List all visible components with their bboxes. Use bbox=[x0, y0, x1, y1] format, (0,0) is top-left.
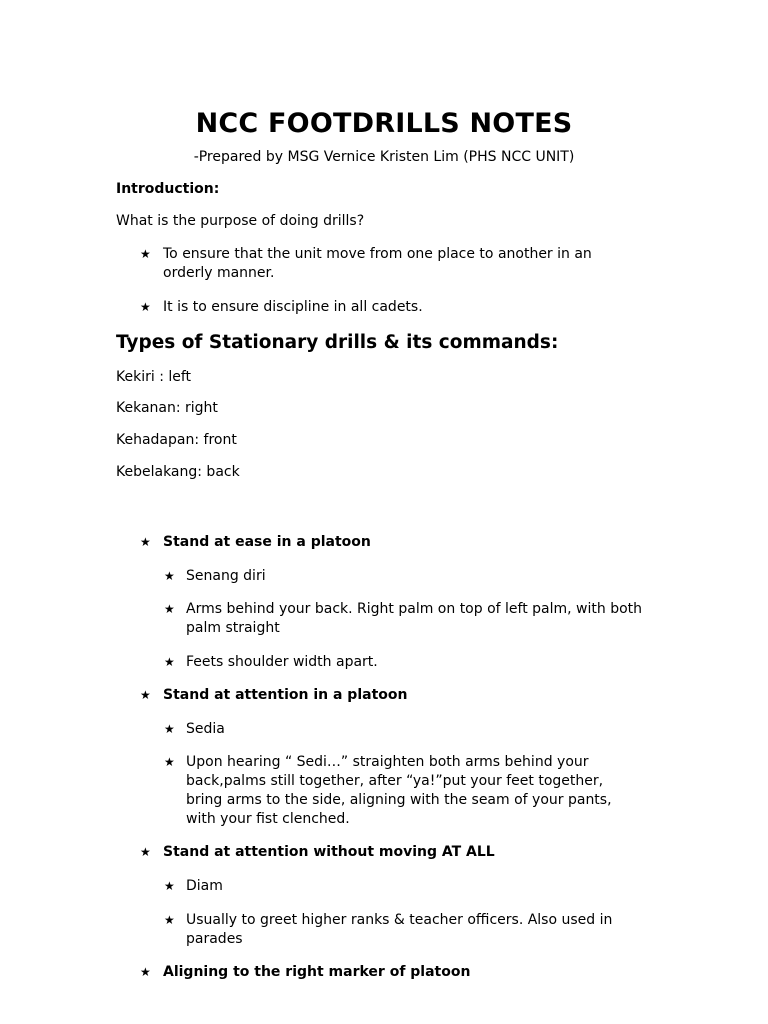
direction-front: Kehadapan: front bbox=[116, 432, 237, 448]
star-bullet-icon: ★ bbox=[164, 722, 175, 736]
star-bullet-icon: ★ bbox=[140, 965, 151, 979]
intro-question: What is the purpose of doing drills? bbox=[116, 213, 365, 229]
star-bullet-icon: ★ bbox=[140, 247, 151, 261]
drill-1-item-2-line-1: Arms behind your back. Right palm on top of left palm, with both bbox=[186, 601, 643, 617]
star-bullet-icon: ★ bbox=[140, 535, 151, 549]
drill-1-item-2-line-2: palm straight bbox=[186, 620, 280, 636]
star-bullet-icon: ★ bbox=[164, 755, 175, 769]
intro-bullet-1-line-1: To ensure that the unit move from one place to another in an bbox=[163, 246, 592, 262]
star-bullet-icon: ★ bbox=[140, 300, 151, 314]
drill-4-heading: Aligning to the right marker of platoon bbox=[163, 964, 471, 980]
star-bullet-icon: ★ bbox=[164, 602, 175, 616]
drill-2-heading: Stand at attention in a platoon bbox=[163, 687, 408, 703]
drill-2-item-2-line-1: Upon hearing “ Sedi…” straighten both arms behind your bbox=[186, 754, 589, 770]
drill-1-heading: Stand at ease in a platoon bbox=[163, 534, 371, 550]
star-bullet-icon: ★ bbox=[164, 655, 175, 669]
drill-2-item-2-line-4: with your fist clenched. bbox=[186, 811, 350, 827]
star-bullet-icon: ★ bbox=[164, 879, 175, 893]
star-bullet-icon: ★ bbox=[164, 913, 175, 927]
star-bullet-icon: ★ bbox=[140, 845, 151, 859]
direction-right: Kekanan: right bbox=[116, 400, 218, 416]
page-subtitle: -Prepared by MSG Vernice Kristen Lim (PHS NCC UNIT) bbox=[193, 149, 575, 165]
drill-3-item-1: Diam bbox=[186, 878, 223, 894]
drill-3-item-2-line-2: parades bbox=[186, 931, 243, 947]
drill-2-item-2-line-2: back,palms still together, after “ya!”put your feet together, bbox=[186, 773, 604, 789]
drill-3-item-2-line-1: Usually to greet higher ranks & teacher officers. Also used in bbox=[186, 912, 613, 928]
drill-2-item-2-line-3: bring arms to the side, aligning with the seam of your pants, bbox=[186, 792, 612, 808]
intro-bullet-1-line-2: orderly manner. bbox=[163, 265, 275, 281]
intro-heading: Introduction: bbox=[116, 181, 220, 197]
drill-2-item-1: Sedia bbox=[186, 721, 225, 737]
star-bullet-icon: ★ bbox=[140, 688, 151, 702]
page-title: NCC FOOTDRILLS NOTES bbox=[195, 108, 573, 139]
direction-back: Kebelakang: back bbox=[116, 464, 240, 480]
drill-3-heading: Stand at attention without moving AT ALL bbox=[163, 844, 495, 860]
star-bullet-icon: ★ bbox=[164, 569, 175, 583]
intro-bullet-2: It is to ensure discipline in all cadets. bbox=[163, 299, 423, 315]
drill-1-item-1: Senang diri bbox=[186, 568, 266, 584]
direction-left: Kekiri : left bbox=[116, 369, 192, 385]
section-heading: Types of Stationary drills & its commands: bbox=[116, 332, 559, 353]
drill-1-item-3: Feets shoulder width apart. bbox=[186, 654, 378, 670]
